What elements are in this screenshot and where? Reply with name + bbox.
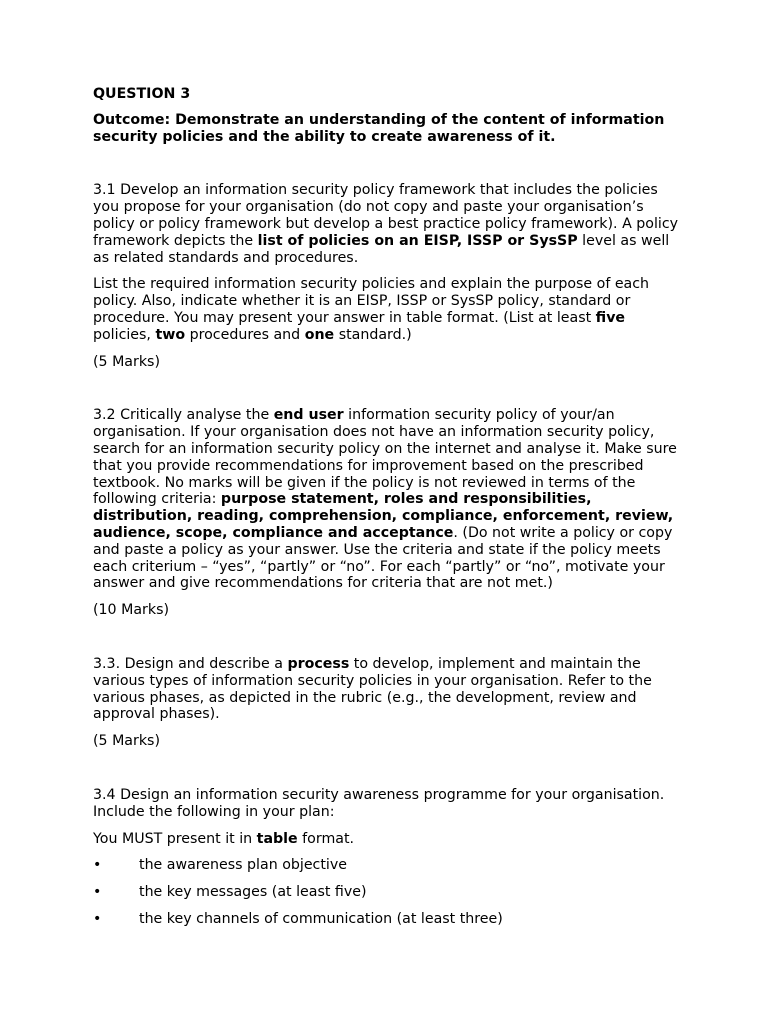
q34-p2-text-b: format. [297,830,355,847]
q34-paragraph-2 [93,831,683,848]
q33-marks: (5 Marks) [93,733,160,750]
q31-p2-bold-two: two [155,326,186,343]
q31-p1-text-b: level as well as related standards and procedures. [93,232,670,266]
outcome-statement: Outcome: Demonstrate an understanding of the content of information security policies and the ability to create awareness of it. [93,111,665,145]
q34-paragraph-1: 3.4 Design an information security awareness programme for your organisation. Include the following in your plan: [93,786,665,820]
q31-p2-text-d: standard.) [334,326,412,343]
q31-p2-text-c: procedures and [185,326,305,343]
q33-paragraph-1 [93,656,683,723]
q33-p1-bold-process: process [287,655,350,672]
q32-p1-text-c: . (Do not write a policy or copy and paste a policy as your answer. Use the criteria and state if the policy meets each criterium – “yes”, “partly” or “no”. For each “partly” or “no”, motivate your answer and give recommendations for criteria that are not met.) [93,524,673,592]
q32-p1-text-a: 3.2 Critically analyse the [93,407,274,424]
bullet-icon: • [93,857,102,874]
q31-p1-bold: list of policies on an EISP, ISSP or SysSP [257,232,578,249]
list-item [93,884,683,901]
q31-p2-bold-five: five [595,309,626,326]
q34-p2-text-a: You MUST present it in [93,830,257,847]
q32-paragraph-1 [93,407,683,592]
q31-paragraph-2 [93,276,683,343]
list-item-text: the key messages (at least five) [139,884,367,901]
q33-p1-text-a: 3.3. Design and describe a [93,655,288,672]
q31-p2-text-b: policies, [93,326,156,343]
document-content [93,86,683,938]
q34-p2-bold-table: table [256,830,298,847]
q34-bullet-list [93,857,683,927]
q33-p1-text-b: to develop, implement and maintain the various types of information security policies in your organisation. Refer to the various phases, as depicted in the rubric (e.g., the development, review and approval phases). [93,655,652,723]
list-item [93,857,683,874]
q31-p2-bold-one: one [304,326,335,343]
list-item [93,911,683,928]
q31-p1-text-a: 3.1 Develop an information security policy framework that includes the policies you propose for your organisation (do not copy and paste your organisation’s policy or policy framework but develop a best practice policy framework). A policy framework depicts the [93,182,679,249]
bullet-icon: • [93,884,102,901]
q32-p1-bold-end-user: end user [273,407,344,424]
q31-p2-text-a: List the required information security policies and explain the purpose of each policy. Also, indicate whether it is an EISP, ISSP or SysSP policy, standard or procedure. You may present your answer in table format. (List at least [93,276,650,326]
bullet-icon: • [93,910,102,927]
q32-marks: (10 Marks) [93,602,170,619]
list-item-text: the awareness plan objective [139,857,347,874]
question-title: QUESTION 3 [93,86,191,102]
q31-marks: (5 Marks) [93,353,160,370]
list-item-text: the key channels of communication (at least three) [139,910,503,927]
q32-p1-bold-criteria: purpose statement, roles and responsibilities, distribution, reading, comprehension, compliance, enforcement, review, audience, scope, compliance and acceptance [93,491,674,541]
q32-p1-text-b: information security policy of your/an organisation. If your organisation does not have an information security policy, search for an information security policy on the internet and analyse it. Make sure that you provide recommendations for improvement based on the prescribed textbook. No marks will be given if the policy is not reviewed in terms of the following criteria: [93,407,677,508]
q31-paragraph-1 [93,182,683,266]
